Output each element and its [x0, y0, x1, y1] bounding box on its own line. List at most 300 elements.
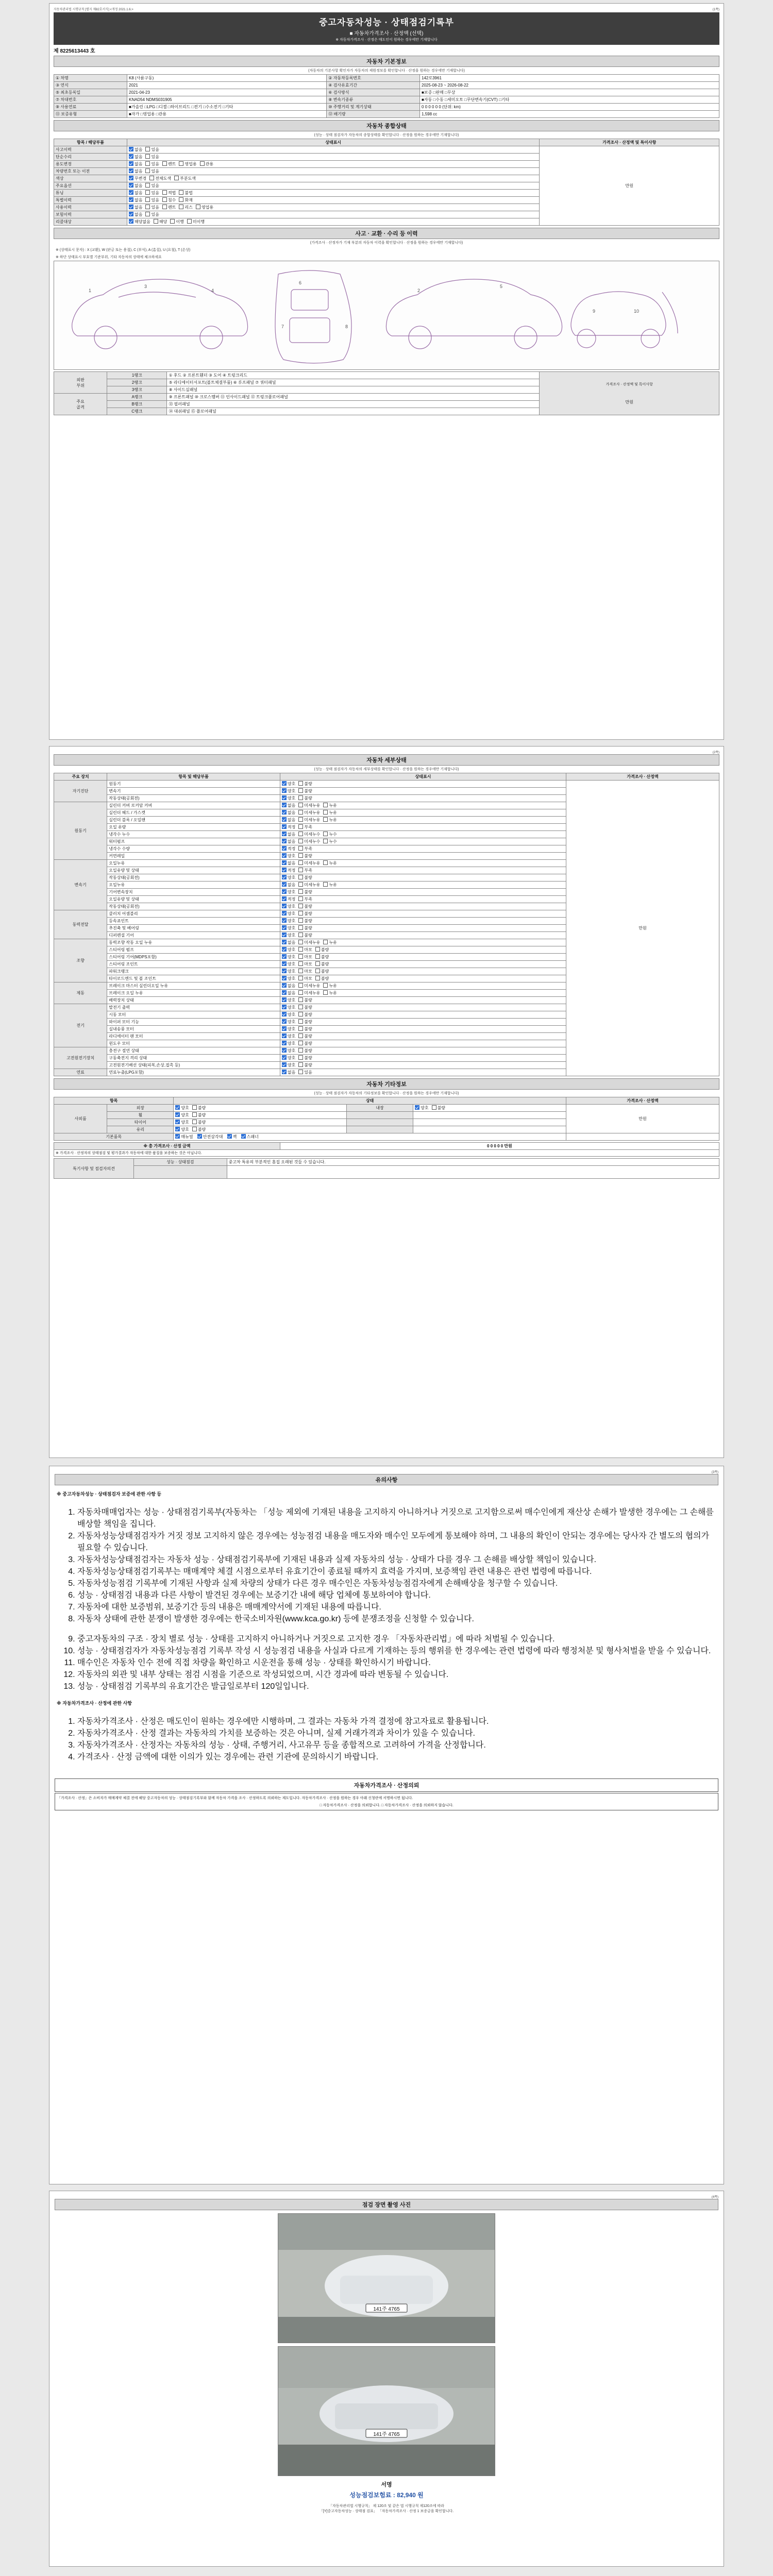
option-item[interactable]: 해당 [154, 219, 167, 224]
detail-item-options[interactable] [280, 1033, 566, 1040]
option-item[interactable]: 있음 [145, 183, 159, 188]
option-item[interactable]: 없음 [282, 810, 295, 815]
option-item[interactable]: 불량 [298, 926, 312, 930]
option-item[interactable]: 양호 [415, 1106, 428, 1110]
etc-item-options[interactable] [174, 1126, 347, 1133]
checkbox[interactable] [323, 860, 328, 865]
checkbox[interactable] [129, 197, 133, 202]
option-item[interactable]: 없음 [282, 1070, 295, 1075]
option-item[interactable]: 양호 [175, 1120, 189, 1125]
option-item[interactable]: 불량 [298, 1005, 312, 1010]
checkbox[interactable] [298, 976, 303, 980]
detail-item-options[interactable] [280, 853, 566, 860]
option-item[interactable]: 미세누유 [298, 861, 320, 866]
option-item[interactable]: 양호 [282, 1056, 295, 1060]
option-item[interactable]: 불량 [192, 1106, 206, 1110]
option-item[interactable]: 무변경 [129, 176, 146, 181]
option-item[interactable]: 렌트 [162, 162, 176, 166]
option-item[interactable]: 불량 [298, 1048, 312, 1053]
checkbox[interactable] [282, 1055, 287, 1060]
checkbox[interactable] [298, 1005, 303, 1009]
checkbox[interactable] [192, 1120, 197, 1124]
option-item[interactable]: 불량 [298, 919, 312, 923]
checkbox[interactable] [162, 190, 167, 195]
etc-item-options[interactable] [174, 1119, 347, 1126]
option-item[interactable]: 마모 [298, 955, 312, 959]
checkbox[interactable] [145, 190, 150, 195]
option-item[interactable]: 침수 [162, 198, 176, 202]
checkbox[interactable] [282, 875, 287, 879]
detail-item-options[interactable] [280, 1062, 566, 1069]
checkbox[interactable] [298, 817, 303, 822]
option-item[interactable]: 미세누유 [298, 810, 320, 815]
option-item[interactable]: 불량 [298, 875, 312, 880]
detail-item-options[interactable] [280, 961, 566, 968]
detail-item-options[interactable] [280, 1055, 566, 1062]
checkbox[interactable] [179, 197, 183, 202]
option-item[interactable]: 렌트 [162, 205, 176, 210]
checkbox[interactable] [298, 983, 303, 988]
checkbox[interactable] [162, 205, 167, 209]
option-item[interactable]: 적정 [282, 846, 295, 851]
option-item[interactable]: 양호 [282, 854, 295, 858]
checkbox[interactable] [298, 1033, 303, 1038]
option-item[interactable]: 마모 [298, 947, 312, 952]
checkbox[interactable] [323, 832, 328, 836]
option-item[interactable]: 불량 [298, 904, 312, 909]
checkbox[interactable] [323, 817, 328, 822]
checkbox[interactable] [315, 947, 320, 952]
detail-item-options[interactable] [280, 1004, 566, 1011]
checkbox[interactable] [282, 860, 287, 865]
detail-item-options[interactable] [280, 795, 566, 802]
checkbox[interactable] [282, 795, 287, 800]
option-item[interactable]: 없음 [282, 984, 295, 988]
option-item[interactable]: 불량 [298, 789, 312, 793]
detail-item-options[interactable] [280, 1011, 566, 1019]
checkbox[interactable] [298, 803, 303, 807]
checkbox[interactable] [282, 1062, 287, 1067]
checkbox[interactable] [323, 882, 328, 887]
option-item[interactable]: 화재 [179, 198, 192, 202]
option-item[interactable]: 없음 [129, 212, 142, 217]
checkbox[interactable] [282, 961, 287, 966]
detail-item-options[interactable] [280, 975, 566, 982]
detail-item-options[interactable] [280, 990, 566, 997]
overall-item-options[interactable] [127, 168, 540, 175]
checkbox[interactable] [298, 1070, 303, 1074]
option-item[interactable]: 미세누수 [298, 832, 320, 837]
option-item[interactable]: 양호 [282, 1034, 295, 1039]
option-item[interactable]: 양호 [282, 1005, 295, 1010]
checkbox[interactable] [200, 161, 205, 166]
checkbox[interactable] [282, 896, 287, 901]
etc-item-options-2[interactable] [413, 1112, 566, 1119]
option-item[interactable]: 없음 [282, 940, 295, 945]
option-item[interactable]: 누수 [323, 839, 337, 844]
checkbox[interactable] [298, 781, 303, 786]
checkbox[interactable] [129, 161, 133, 166]
checkbox[interactable] [298, 875, 303, 879]
detail-item-options[interactable] [280, 903, 566, 910]
option-item[interactable]: 있음 [145, 198, 159, 202]
option-item[interactable]: 양호 [282, 1020, 295, 1024]
option-item[interactable]: 미이행 [187, 219, 205, 224]
option-item[interactable]: 마모 [298, 976, 312, 981]
option-item[interactable]: 없음 [129, 198, 142, 202]
checkbox[interactable] [298, 961, 303, 966]
checkbox[interactable] [298, 788, 303, 793]
checkbox[interactable] [298, 889, 303, 894]
option-item[interactable]: 누유 [323, 883, 337, 887]
checkbox[interactable] [298, 1019, 303, 1024]
option-item[interactable]: 양호 [282, 1063, 295, 1067]
option-item[interactable]: 불량 [298, 782, 312, 786]
option-item[interactable]: 불량 [315, 976, 329, 981]
option-item[interactable]: 없음 [129, 183, 142, 188]
checkbox[interactable] [179, 190, 183, 195]
checkbox[interactable] [298, 904, 303, 908]
checkbox[interactable] [282, 788, 287, 793]
overall-item-options[interactable] [127, 146, 540, 154]
checkbox[interactable] [298, 969, 303, 973]
option-item[interactable]: 불량 [315, 947, 329, 952]
option-item[interactable]: 누유 [323, 861, 337, 866]
checkbox[interactable] [282, 1026, 287, 1031]
checkbox[interactable] [298, 1026, 303, 1031]
option-item[interactable]: 양호 [282, 890, 295, 894]
detail-item-options[interactable] [280, 845, 566, 853]
checkbox[interactable] [323, 839, 328, 843]
detail-item-options[interactable] [280, 817, 566, 824]
detail-item-options[interactable] [280, 932, 566, 939]
overall-item-options[interactable] [127, 190, 540, 197]
checkbox[interactable] [282, 882, 287, 887]
option-item[interactable]: 있음 [145, 169, 159, 174]
checkbox[interactable] [298, 1041, 303, 1045]
detail-item-options[interactable] [280, 910, 566, 918]
checkbox[interactable] [129, 219, 133, 224]
detail-item-options[interactable] [280, 860, 566, 867]
option-item[interactable]: 양호 [175, 1127, 189, 1132]
checkbox[interactable] [282, 1070, 287, 1074]
option-item[interactable]: 마모 [298, 962, 312, 967]
checkbox[interactable] [145, 168, 150, 173]
option-item[interactable]: 양호 [282, 947, 295, 952]
option-item[interactable]: 양호 [282, 1041, 295, 1046]
option-item[interactable]: 마모 [298, 969, 312, 974]
option-item[interactable]: 영업용 [179, 162, 196, 166]
checkbox[interactable] [196, 205, 200, 209]
checkbox[interactable] [298, 860, 303, 865]
option-item[interactable]: 리스 [179, 205, 192, 210]
checkbox[interactable] [174, 176, 179, 180]
option-item[interactable]: 이행 [170, 219, 183, 224]
checkbox[interactable] [298, 832, 303, 836]
option-item[interactable]: 양호 [282, 789, 295, 793]
checkbox[interactable] [282, 976, 287, 980]
checkbox[interactable] [175, 1127, 180, 1131]
checkbox[interactable] [282, 1033, 287, 1038]
option-item[interactable]: 불량 [298, 890, 312, 894]
checkbox[interactable] [323, 810, 328, 815]
detail-item-options[interactable] [280, 781, 566, 788]
etc-item-options[interactable] [174, 1112, 347, 1119]
option-item[interactable]: 불법 [179, 191, 192, 195]
detail-item-options[interactable] [280, 882, 566, 889]
checkbox[interactable] [298, 1012, 303, 1016]
checkbox[interactable] [282, 1019, 287, 1024]
option-item[interactable]: 해당없음 [129, 219, 150, 224]
checkbox[interactable] [298, 846, 303, 851]
checkbox[interactable] [298, 911, 303, 916]
checkbox[interactable] [323, 990, 328, 995]
option-item[interactable]: 양호 [282, 976, 295, 981]
checkbox[interactable] [192, 1112, 197, 1117]
checkbox[interactable] [282, 817, 287, 822]
option-item[interactable]: 적정 [282, 868, 295, 873]
option-item[interactable]: 미세누유 [298, 818, 320, 822]
option-item[interactable]: 없음 [129, 169, 142, 174]
option-item[interactable]: 적법 [162, 191, 176, 195]
detail-item-options[interactable] [280, 982, 566, 990]
option-item[interactable]: 양호 [282, 962, 295, 967]
checkbox[interactable] [282, 810, 287, 815]
option-item[interactable]: 양호 [282, 904, 295, 909]
detail-item-options[interactable] [280, 809, 566, 817]
checkbox[interactable] [162, 161, 167, 166]
checkbox[interactable] [282, 947, 287, 952]
checkbox[interactable] [315, 954, 320, 959]
checkbox[interactable] [298, 882, 303, 887]
checkbox[interactable] [129, 183, 133, 188]
overall-item-options[interactable] [127, 161, 540, 168]
checkbox[interactable] [179, 205, 183, 209]
checkbox[interactable] [282, 868, 287, 872]
option-item[interactable]: 부분도색 [174, 176, 196, 181]
etc-item-options-2[interactable] [413, 1105, 566, 1112]
option-item[interactable]: 불량 [298, 1063, 312, 1067]
option-item[interactable]: 미세누수 [298, 839, 320, 844]
checkbox[interactable] [298, 940, 303, 944]
option-item[interactable]: 양호 [282, 1012, 295, 1017]
detail-item-options[interactable] [280, 968, 566, 975]
option-item[interactable]: 양호 [175, 1113, 189, 1117]
checkbox[interactable] [282, 781, 287, 786]
checkbox[interactable] [282, 918, 287, 923]
checkbox[interactable] [298, 947, 303, 952]
option-item[interactable]: 부족 [298, 868, 312, 873]
checkbox[interactable] [175, 1105, 180, 1110]
option-item[interactable]: 양호 [282, 1027, 295, 1031]
checkbox[interactable] [298, 853, 303, 858]
overall-item-options[interactable] [127, 197, 540, 204]
checkbox[interactable] [145, 183, 150, 188]
option-item[interactable]: 불량 [298, 1056, 312, 1060]
checkbox[interactable] [282, 904, 287, 908]
option-item[interactable]: 미세누유 [298, 991, 320, 995]
option-item[interactable]: 불량 [432, 1106, 445, 1110]
option-item[interactable]: 불량 [298, 796, 312, 801]
option-item[interactable]: 전체도색 [149, 176, 171, 181]
checkbox[interactable] [298, 997, 303, 1002]
option-item[interactable]: 있음 [145, 212, 159, 217]
option-item[interactable]: 없음 [282, 832, 295, 837]
detail-item-options[interactable] [280, 788, 566, 795]
option-item[interactable]: 누유 [323, 991, 337, 995]
checkbox[interactable] [298, 1048, 303, 1053]
checkbox[interactable] [432, 1105, 436, 1110]
option-item[interactable]: 있음 [145, 155, 159, 159]
option-item[interactable]: 미세누유 [298, 803, 320, 808]
detail-item-options[interactable] [280, 918, 566, 925]
option-item[interactable]: 누유 [323, 803, 337, 808]
detail-item-options[interactable] [280, 946, 566, 954]
option-item[interactable]: 불량 [298, 911, 312, 916]
option-item[interactable]: 누유 [323, 984, 337, 988]
option-item[interactable]: 부족 [298, 825, 312, 829]
checkbox[interactable] [145, 197, 150, 202]
option-item[interactable]: 불량 [298, 1012, 312, 1017]
option-item[interactable]: 누유 [323, 940, 337, 945]
checkbox[interactable] [323, 940, 328, 944]
overall-item-options[interactable] [127, 204, 540, 211]
option-item[interactable]: 없음 [129, 155, 142, 159]
checkbox[interactable] [298, 990, 303, 995]
checkbox[interactable] [145, 212, 150, 216]
checkbox[interactable] [282, 990, 287, 995]
option-item[interactable]: 양호 [282, 998, 295, 1003]
checkbox[interactable] [315, 976, 320, 980]
checkbox[interactable] [315, 969, 320, 973]
checkbox[interactable] [282, 889, 287, 894]
detail-item-options[interactable] [280, 889, 566, 896]
option-item[interactable]: 미세누유 [298, 883, 320, 887]
option-item[interactable]: 양호 [282, 955, 295, 959]
checkbox[interactable] [282, 803, 287, 807]
checkbox[interactable] [315, 961, 320, 966]
checkbox[interactable] [282, 911, 287, 916]
option-item[interactable]: 있음 [145, 147, 159, 152]
detail-item-options[interactable] [280, 838, 566, 845]
option-item[interactable]: 미세누유 [298, 940, 320, 945]
option-item[interactable]: 불량 [298, 998, 312, 1003]
checkbox[interactable] [282, 983, 287, 988]
option-item[interactable]: 미세누유 [298, 984, 320, 988]
checkbox[interactable] [282, 925, 287, 930]
checkbox[interactable] [282, 1041, 287, 1045]
option-item[interactable]: 없음 [282, 991, 295, 995]
overall-item-options[interactable] [127, 211, 540, 218]
detail-item-options[interactable] [280, 1040, 566, 1047]
checkbox[interactable] [298, 795, 303, 800]
option-item[interactable]: 불량 [315, 955, 329, 959]
checkbox[interactable] [282, 997, 287, 1002]
option-item[interactable]: 양호 [282, 926, 295, 930]
checkbox[interactable] [187, 219, 192, 224]
option-item[interactable]: 있음 [145, 162, 159, 166]
checkbox[interactable] [282, 1012, 287, 1016]
checkbox[interactable] [145, 154, 150, 159]
checkbox[interactable] [179, 161, 183, 166]
checkbox[interactable] [298, 933, 303, 937]
checkbox[interactable] [282, 824, 287, 829]
detail-item-options[interactable] [280, 1026, 566, 1033]
checkbox[interactable] [129, 176, 133, 180]
option-item[interactable]: 부족 [298, 897, 312, 902]
checkbox[interactable] [298, 918, 303, 923]
checkbox[interactable] [149, 176, 154, 180]
option-item[interactable]: 없음 [282, 883, 295, 887]
detail-item-options[interactable] [280, 1069, 566, 1076]
option-item[interactable]: 없음 [282, 861, 295, 866]
detail-item-options[interactable] [280, 1019, 566, 1026]
checkbox[interactable] [298, 810, 303, 815]
etc-item-options-2[interactable] [413, 1126, 566, 1133]
option-item[interactable]: 불량 [192, 1113, 206, 1117]
checkbox[interactable] [129, 168, 133, 173]
checkbox[interactable] [154, 219, 158, 224]
checkbox[interactable] [282, 1005, 287, 1009]
checkbox[interactable] [282, 954, 287, 959]
option-item[interactable]: 양호 [282, 933, 295, 938]
option-item[interactable]: 없음 [282, 818, 295, 822]
option-item[interactable]: 있음 [145, 205, 159, 210]
option-item[interactable]: 관용 [200, 162, 213, 166]
detail-item-options[interactable] [280, 954, 566, 961]
option-item[interactable]: 없음 [129, 205, 142, 210]
checkbox[interactable] [282, 969, 287, 973]
checkbox[interactable] [175, 1120, 180, 1124]
option-item[interactable]: 불량 [298, 854, 312, 858]
option-item[interactable]: 누유 [323, 818, 337, 822]
detail-item-options[interactable] [280, 824, 566, 831]
option-item[interactable]: 불량 [298, 1034, 312, 1039]
checkbox[interactable] [129, 154, 133, 159]
checkbox[interactable] [145, 161, 150, 166]
option-item[interactable]: 부족 [298, 846, 312, 851]
overall-item-options[interactable] [127, 218, 540, 226]
detail-item-options[interactable] [280, 925, 566, 932]
option-item[interactable]: 불량 [192, 1120, 206, 1125]
checkbox[interactable] [323, 803, 328, 807]
detail-item-options[interactable] [280, 896, 566, 903]
option-item[interactable]: 누수 [323, 832, 337, 837]
option-item[interactable]: 없음 [129, 147, 142, 152]
checkbox[interactable] [298, 925, 303, 930]
option-item[interactable]: 불량 [298, 933, 312, 938]
checkbox[interactable] [129, 205, 133, 209]
option-item[interactable]: 양호 [282, 919, 295, 923]
checkbox[interactable] [129, 212, 133, 216]
checkbox[interactable] [298, 896, 303, 901]
option-item[interactable]: 없음 [129, 162, 142, 166]
option-item[interactable]: 없음 [282, 803, 295, 808]
checkbox[interactable] [282, 832, 287, 836]
detail-item-options[interactable] [280, 997, 566, 1004]
option-item[interactable]: 불량 [315, 962, 329, 967]
checkbox[interactable] [298, 1062, 303, 1067]
etc-item-options-2[interactable] [413, 1119, 566, 1126]
checkbox[interactable] [298, 824, 303, 829]
overall-item-options[interactable] [127, 182, 540, 190]
detail-item-options[interactable] [280, 831, 566, 838]
option-item[interactable]: 불량 [192, 1127, 206, 1132]
etc-item-options[interactable] [174, 1105, 347, 1112]
detail-item-options[interactable] [280, 939, 566, 946]
checkbox[interactable] [282, 933, 287, 937]
checkbox[interactable] [415, 1105, 419, 1110]
